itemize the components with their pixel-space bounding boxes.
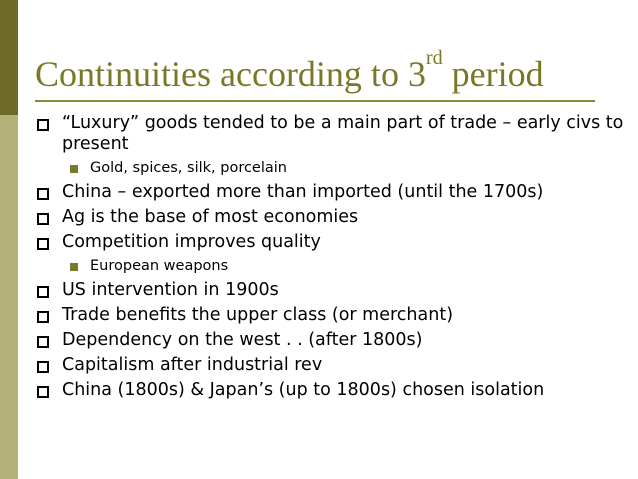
title-superscript: rd (425, 47, 443, 69)
square-bullet-icon (37, 188, 49, 200)
square-bullet-icon (37, 386, 49, 398)
bullet-item (0, 380, 638, 401)
bullet-item (0, 232, 638, 253)
bullet-text: US intervention in 1900s (62, 280, 279, 300)
bullet-text: “Luxury” goods tended to be a main part of trade – early civs to present (62, 113, 624, 154)
bullet-item (0, 305, 638, 326)
bullet-text: Dependency on the west . . (after 1800s) (62, 330, 423, 350)
bullet-text: Competition improves quality (62, 232, 321, 252)
bullet-list (0, 113, 638, 405)
title-text: Continuities according to 3 (35, 54, 426, 94)
sub-bullet-item (0, 257, 638, 276)
square-bullet-icon (37, 361, 49, 373)
bullet-item (0, 280, 638, 301)
bullet-item (0, 113, 638, 155)
title-underline (35, 100, 595, 102)
title-text-end: period (442, 54, 544, 94)
filled-square-bullet-icon (70, 263, 78, 271)
bullet-text: Capitalism after industrial rev (62, 355, 323, 375)
bullet-item (0, 207, 638, 228)
square-bullet-icon (37, 286, 49, 298)
bullet-text: China – exported more than imported (until the 1700s) (62, 182, 544, 202)
square-bullet-icon (37, 213, 49, 225)
bullet-item (0, 330, 638, 351)
square-bullet-icon (37, 119, 49, 131)
slide-title (35, 47, 625, 96)
bullet-text: China (1800s) & Japan’s (up to 1800s) chosen isolation (62, 380, 545, 400)
bullet-item (0, 355, 638, 376)
bullet-text: Ag is the base of most economies (62, 207, 359, 227)
left-decorative-band-top (0, 0, 18, 115)
filled-square-bullet-icon (70, 165, 78, 173)
bullet-text: Trade benefits the upper class (or merchant) (62, 305, 454, 325)
bullet-item (0, 182, 638, 203)
square-bullet-icon (37, 336, 49, 348)
sub-bullet-item (0, 159, 638, 178)
square-bullet-icon (37, 238, 49, 250)
sub-bullet-text: Gold, spices, silk, porcelain (90, 160, 287, 176)
sub-bullet-text: European weapons (90, 258, 229, 274)
square-bullet-icon (37, 311, 49, 323)
